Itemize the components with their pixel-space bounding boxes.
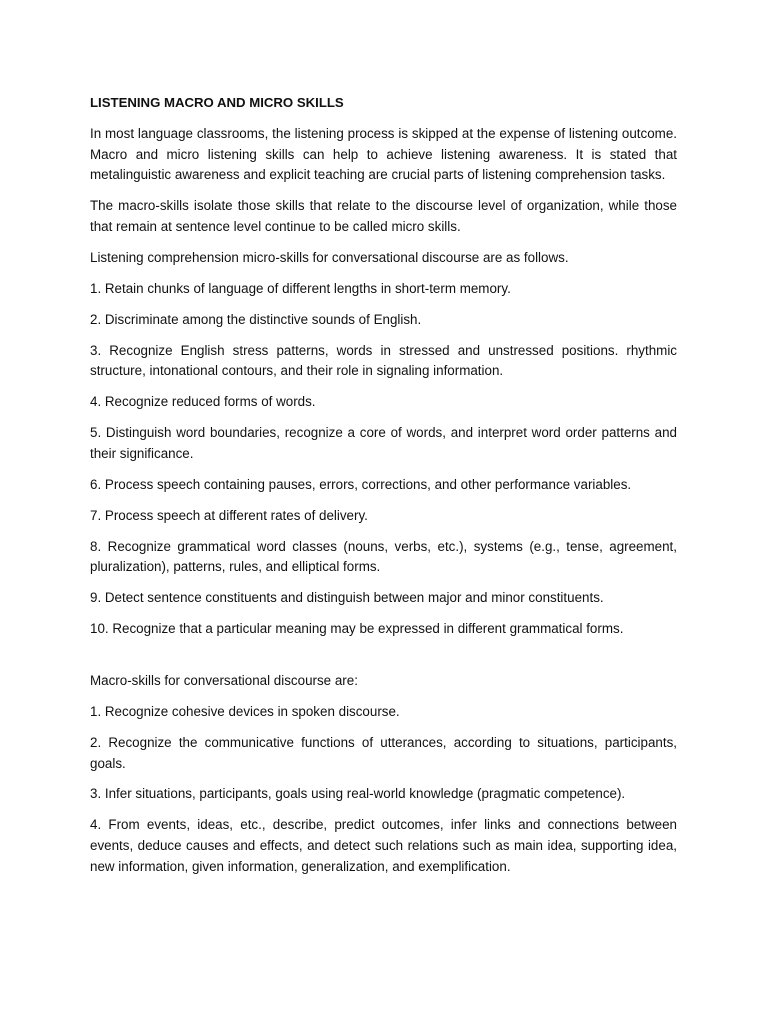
micro-skill-item: 8. Recognize grammatical word classes (nouns, verbs, etc.), systems (e.g., tense, agreement, pluralization), patterns, rules, and elliptical forms. [90,538,677,575]
macro-skills-heading: Macro-skills for conversational discourse are: [90,672,358,688]
section-spacer [90,650,677,671]
macro-skill-item: 4. From events, ideas, etc., describe, predict outcomes, infer links and connections between events, deduce causes and effects, and detect such relations such as main idea, supporting idea, new information, given information, generalization, and exemplification. [90,817,677,874]
micro-skills-heading: Listening comprehension micro-skills for conversational discourse are as follows. [90,249,569,265]
document-page [90,93,677,888]
micro-skill-item: 3. Recognize English stress patterns, words in stressed and unstressed positions. rhythmic structure, intonational contours, and their role in signaling information. [90,342,677,379]
macro-skill-item: 3. Infer situations, participants, goals using real-world knowledge (pragmatic competence). [90,786,626,802]
micro-skill-item: 4. Recognize reduced forms of words. [90,394,316,410]
micro-skill-item: 10. Recognize that a particular meaning may be expressed in different grammatical forms. [90,621,624,637]
micro-skill-item: 7. Process speech at different rates of delivery. [90,507,368,523]
macro-skill-item: 1. Recognize cohesive devices in spoken discourse. [90,703,400,719]
micro-skill-item: 6. Process speech containing pauses, errors, corrections, and other performance variables. [90,476,632,492]
micro-skill-item: 2. Discriminate among the distinctive sounds of English. [90,311,422,327]
micro-skill-item: 5. Distinguish word boundaries, recognize a core of words, and interpret word order patterns and their significance. [90,425,677,461]
micro-skill-item: 9. Detect sentence constituents and distinguish between major and minor constituents. [90,590,604,606]
intro-paragraph: In most language classrooms, the listening process is skipped at the expense of listening outcome. Macro and micro listening skills can help to achieve listening awareness. It is stated that metalinguistic awareness and explicit teaching are crucial parts of listening comprehension tasks. [90,125,677,183]
micro-skill-item: 1. Retain chunks of language of different lengths in short-term memory. [90,280,511,296]
page-title: LISTENING MACRO AND MICRO SKILLS [90,95,344,110]
macro-skill-item: 2. Recognize the communicative functions of utterances, according to situations, participants, goals. [90,734,677,771]
intro-paragraph: The macro-skills isolate those skills that relate to the discourse level of organization, while those that remain at sentence level continue to be called micro skills. [90,198,677,234]
